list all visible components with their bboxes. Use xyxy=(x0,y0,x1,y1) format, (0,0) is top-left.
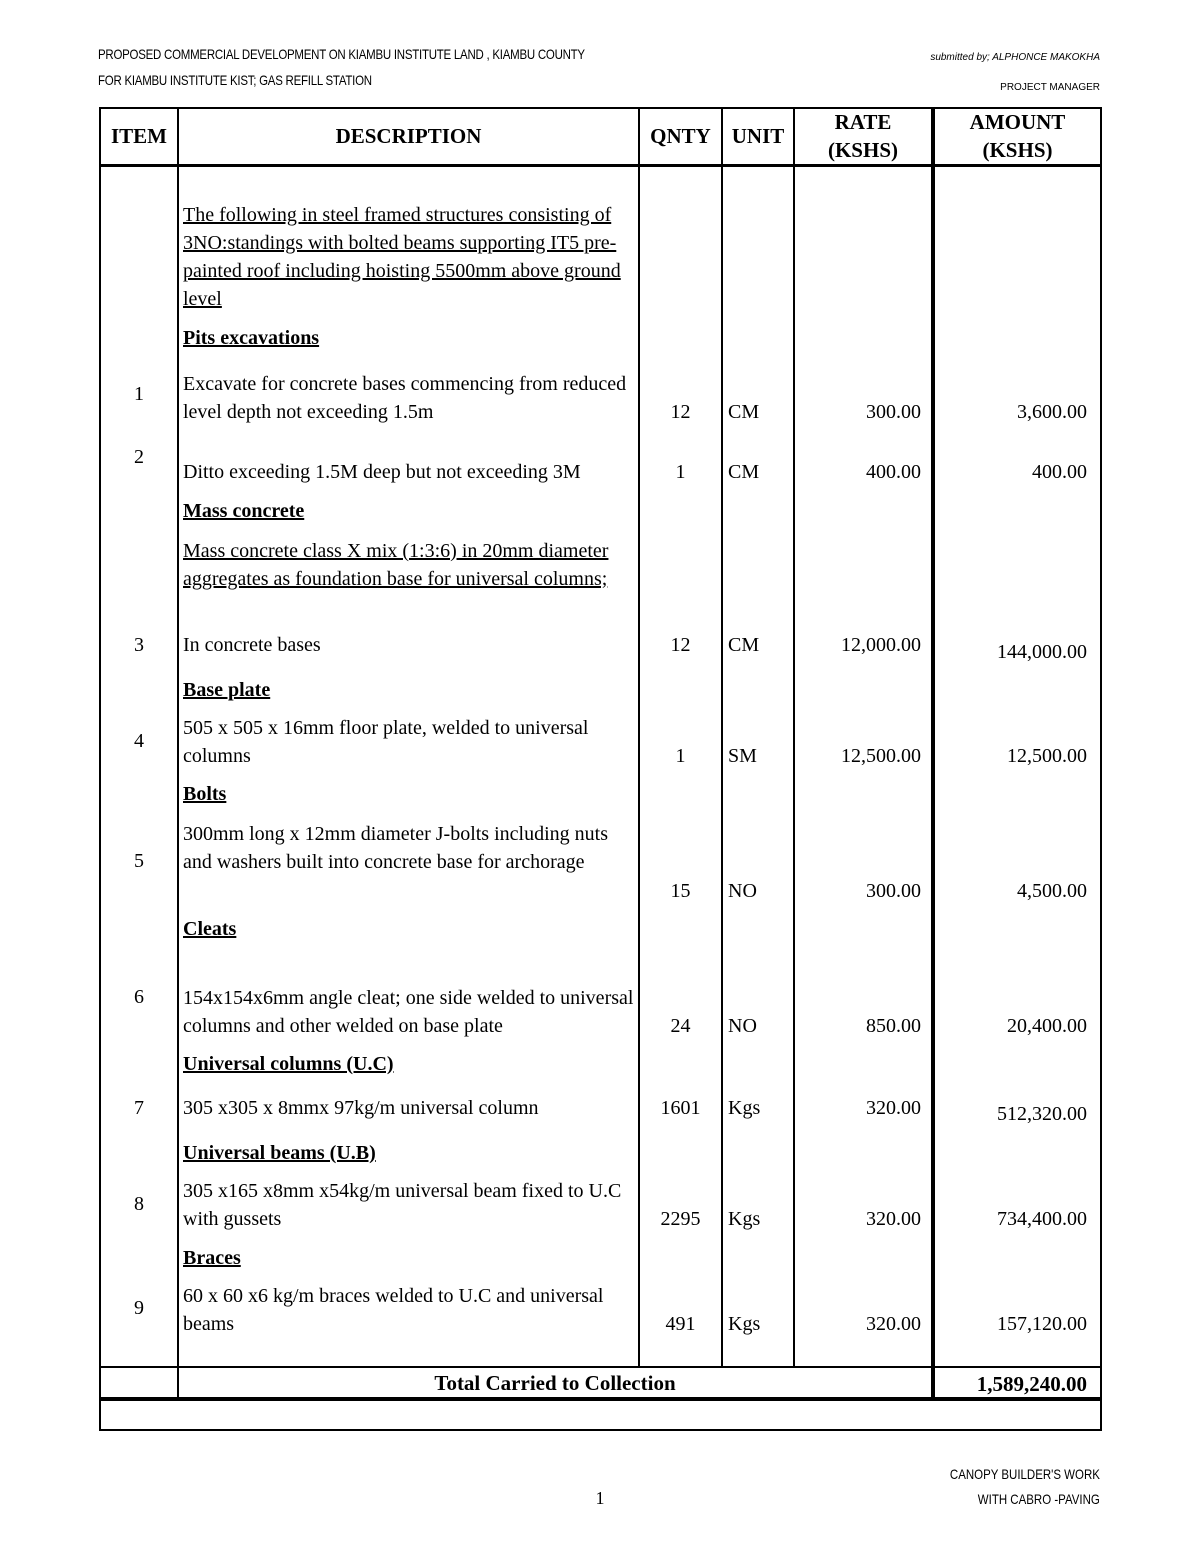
col-item-header: ITEM xyxy=(110,124,167,148)
item-qnty: 12 xyxy=(670,634,691,656)
item-number: 5 xyxy=(134,850,144,872)
total-amount: 1,589,240.00 xyxy=(976,1372,1087,1396)
item-description: Excavate for concrete bases commencing from reduced level depth not exceeding 1.5m xyxy=(183,373,627,423)
item-amount: 3,600.00 xyxy=(1017,401,1087,423)
item-unit: NO xyxy=(728,1015,757,1037)
item-unit: CM xyxy=(728,401,760,423)
item-rate: 300.00 xyxy=(866,401,921,423)
item-rate: 320.00 xyxy=(866,1208,921,1230)
item-amount: 734,400.00 xyxy=(997,1208,1087,1230)
footer-line2: WITH CABRO -PAVING xyxy=(977,1491,1100,1507)
item-qnty: 1601 xyxy=(660,1097,701,1119)
item-rate: 320.00 xyxy=(866,1097,921,1119)
col-description-header: DESCRIPTION xyxy=(335,124,482,148)
col-rate-header: RATE xyxy=(834,110,892,134)
item-unit: CM xyxy=(728,634,760,656)
item-amount: 20,400.00 xyxy=(1007,1015,1087,1037)
item-number: 7 xyxy=(134,1097,144,1119)
item-amount: 512,320.00 xyxy=(997,1103,1087,1125)
section-heading: Bolts xyxy=(183,783,227,805)
section-heading: Universal beams (U.B) xyxy=(183,1142,376,1164)
col-amount-header: AMOUNT xyxy=(969,110,1066,134)
item-unit: Kgs xyxy=(728,1208,761,1230)
item-rate: 850.00 xyxy=(866,1015,921,1037)
item-rate: 300.00 xyxy=(866,880,921,902)
item-qnty: 1 xyxy=(675,461,686,483)
footer-line1: CANOPY BUILDER'S WORK xyxy=(950,1466,1100,1482)
item-unit: SM xyxy=(728,745,757,767)
item-rate: 320.00 xyxy=(866,1313,921,1335)
item-description: In concrete bases xyxy=(183,634,321,656)
item-amount: 4,500.00 xyxy=(1017,880,1087,902)
header-title-line2: FOR KIAMBU INSTITUTE KIST; GAS REFILL STATION xyxy=(98,72,372,88)
item-description: 305 x305 x 8mmx 97kg/m universal column xyxy=(183,1097,539,1119)
item-number: 9 xyxy=(134,1297,144,1319)
item-rate: 400.00 xyxy=(866,461,921,483)
item-unit: NO xyxy=(728,880,757,902)
item-number: 3 xyxy=(134,634,144,656)
item-rate: 12,500.00 xyxy=(841,745,921,767)
item-qnty: 491 xyxy=(665,1313,696,1335)
total-label: Total Carried to Collection xyxy=(434,1371,676,1395)
section-heading: Cleats xyxy=(183,918,237,940)
item-qnty: 12 xyxy=(670,401,691,423)
item-qnty: 15 xyxy=(670,880,691,902)
section-heading: Mass concrete xyxy=(183,500,305,522)
intro-description: The following in steel framed structures consisting of 3NO:standings with bolted beams supporting IT5 pre-painted roof including hoisting 5500mm above ground level xyxy=(183,204,621,310)
submitted-by: submitted by; ALPHONCE MAKOKHA xyxy=(930,52,1100,63)
col-qnty-header: QNTY xyxy=(650,124,711,148)
item-amount: 12,500.00 xyxy=(1007,745,1087,767)
section-heading: Universal columns (U.C) xyxy=(183,1053,394,1075)
col-amount-unit-header: (KSHS) xyxy=(982,138,1053,162)
item-description: 305 x165 x8mm x54kg/m universal beam fixed to U.C with gussets xyxy=(183,1180,622,1230)
item-description: 60 x 60 x6 kg/m braces welded to U.C and universal beams xyxy=(183,1285,604,1335)
section-heading: Base plate xyxy=(183,679,271,701)
section-heading: Pits excavations xyxy=(183,327,320,349)
item-number: 6 xyxy=(134,986,144,1008)
col-unit-header: UNIT xyxy=(731,124,785,148)
item-unit: Kgs xyxy=(728,1313,761,1335)
item-description: Ditto exceeding 1.5M deep but not exceeding 3M xyxy=(183,461,581,483)
item-qnty: 24 xyxy=(670,1015,691,1037)
item-number: 2 xyxy=(134,446,144,468)
item-unit: CM xyxy=(728,461,760,483)
col-rate-unit-header: (KSHS) xyxy=(827,138,898,162)
project-manager-role: PROJECT MANAGER xyxy=(1000,82,1100,93)
item-description: 300mm long x 12mm diameter J-bolts including nuts and washers built into concrete base for archorage xyxy=(183,823,608,873)
item-number: 4 xyxy=(134,730,144,752)
item-amount: 157,120.00 xyxy=(997,1313,1087,1335)
item-description: 505 x 505 x 16mm floor plate, welded to universal columns xyxy=(183,717,589,767)
item-description: 154x154x6mm angle cleat; one side welded to universal columns and other welded on base plate xyxy=(183,987,634,1037)
item-qnty: 2295 xyxy=(660,1208,701,1230)
page-number: 1 xyxy=(595,1488,605,1508)
section-description: Mass concrete class X mix (1:3:6) in 20mm diameter aggregates as foundation base for universal columns; xyxy=(183,540,609,590)
item-number: 1 xyxy=(134,383,144,405)
section-heading: Braces xyxy=(183,1247,241,1269)
item-rate: 12,000.00 xyxy=(841,634,921,656)
item-qnty: 1 xyxy=(675,745,686,767)
header-title-line1: PROPOSED COMMERCIAL DEVELOPMENT ON KIAMBU INSTITUTE LAND , KIAMBU COUNTY xyxy=(98,46,585,62)
item-amount: 144,000.00 xyxy=(997,641,1087,663)
item-number: 8 xyxy=(134,1193,144,1215)
item-amount: 400.00 xyxy=(1032,461,1087,483)
item-unit: Kgs xyxy=(728,1097,761,1119)
